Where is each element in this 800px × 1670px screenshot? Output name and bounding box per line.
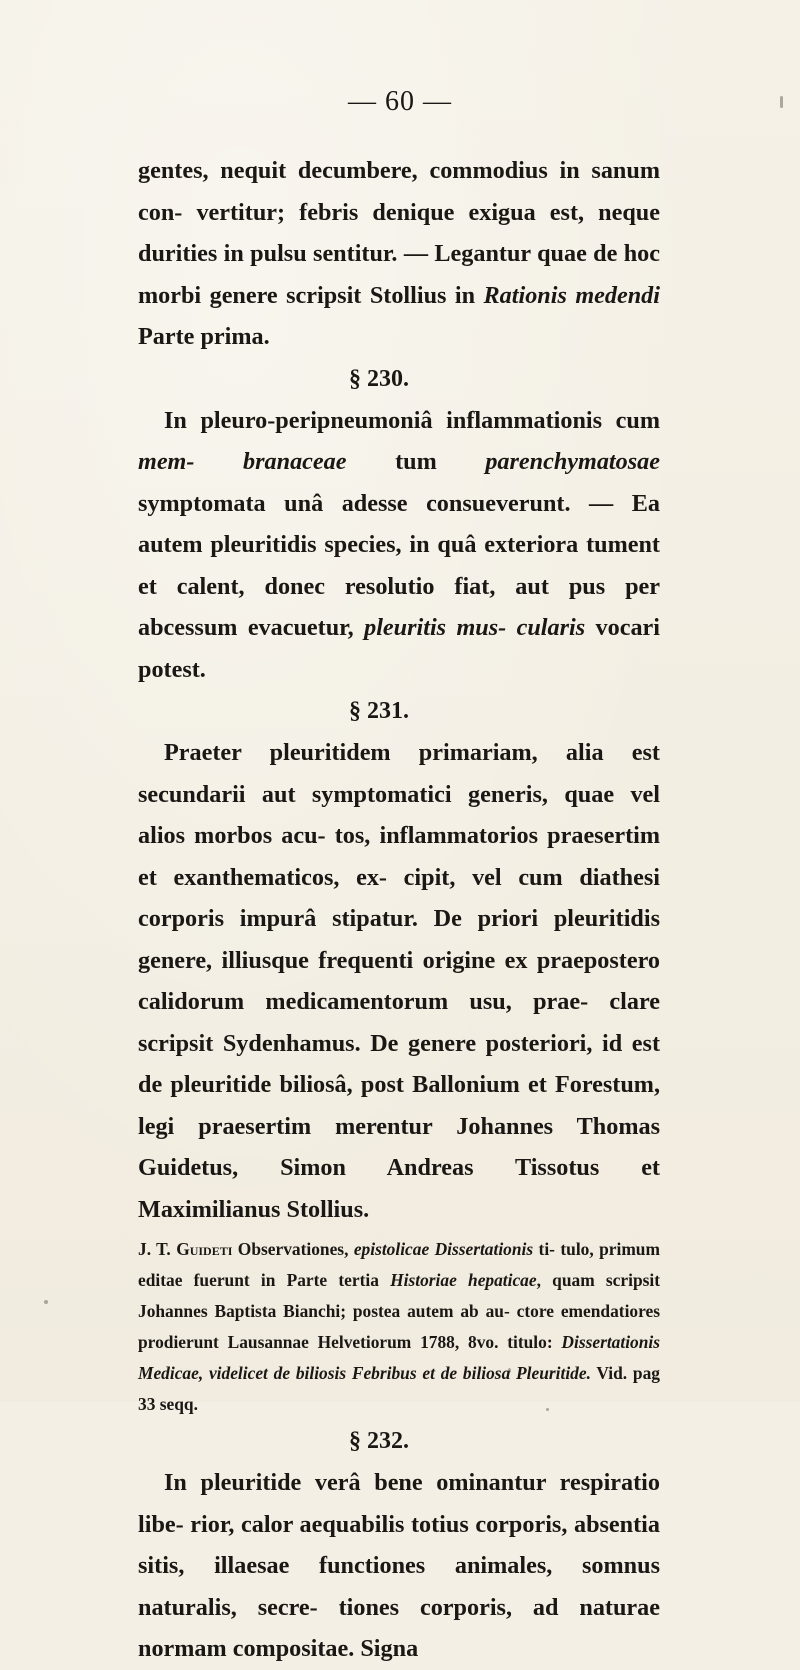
note-text: Observationes, — [232, 1239, 354, 1259]
italic-term: parenchymatosae — [485, 448, 660, 475]
paragraph-text: vocari potest. — [138, 614, 660, 683]
section-heading-230: § 230. — [349, 365, 409, 392]
italic-term: Dissertationis Medicae, videlicet de biliosis Febribus et de biliosa Pleuritide. — [138, 1332, 660, 1383]
italic-term: mem- branaceae — [138, 448, 347, 475]
italic-term: epistolicae Dissertationis — [353, 1239, 534, 1259]
section-heading-231: § 231. — [349, 698, 409, 724]
note-text: J. T. — [138, 1239, 177, 1259]
paper-speck — [44, 1300, 48, 1304]
page-body — [138, 150, 660, 1670]
paragraph-text: tum — [346, 448, 486, 475]
author-name: Guideti — [176, 1239, 233, 1259]
paragraph-text: Parte prima. — [138, 323, 270, 350]
paragraph-continuation — [138, 150, 660, 358]
footnote-guidetus — [138, 1234, 660, 1420]
note-text: Vid. pag 33 seqq. — [138, 1363, 660, 1414]
section-heading-232: § 232. — [349, 1428, 409, 1454]
note-text: ti- tulo, primum editae fuerunt in Parte tertia — [138, 1239, 660, 1290]
italic-term: Historiae hepaticae — [390, 1270, 537, 1290]
paragraph-230 — [138, 400, 660, 691]
page-number: — 60 — — [348, 86, 452, 117]
paragraph-232: In pleuritide verâ bene ominantur respiratio libe- rior, calor aequabilis totius corporis, absentia sitis, illaesae functiones animales, somnus naturalis, secre- tiones corporis, ad naturae normam compositae. Signa — [138, 1469, 660, 1662]
paper-speck — [508, 1368, 511, 1373]
paper-speck — [780, 96, 783, 108]
paper-speck — [546, 1408, 549, 1411]
italic-term: pleuritis mus- cularis — [364, 614, 586, 641]
paragraph-text: symptomata unâ adesse consueverunt. — Ea autem pleuritidis species, in quâ exteriora tument et calent, donec resolutio fiat, aut pus per abcessum evacuetur, — [138, 489, 660, 641]
paragraph-text: In pleuro-peripneumoniâ inflammationis cum — [164, 406, 660, 434]
work-title: Rationis medendi — [483, 281, 660, 309]
paragraph-text: gentes, nequit decumbere, commodius in sanum con- vertitur; febris denique exigua est, neque durities in pulsu sentitur. — Legantur quae de hoc morbi genere scripsit Stollius in — [138, 157, 660, 309]
paragraph-231: Praeter pleuritidem primariam, alia est secundarii aut symptomatici generis, quae vel alios morbos acu- tos, inflammatorios praesertim et exanthematicos, ex- cipit, vel cum diathesi corporis impurâ stipatur. De priori pleuritidis genere, illiusque frequenti origine ex praepostero calidorum medicamentorum usu, prae- clare scripsit Sydenhamus. De genere posteriori, id est de pleuritide biliosâ, post Ballonium et Forestum, legi praesertim merentur Johannes Thomas Guidetus, Simon Andreas Tissotus et Maximilianus Stollius. — [138, 739, 660, 1223]
note-text: , quam scripsit Johannes Baptista Bianchi; postea autem ab au- ctore emendatiores prodierunt Lausannae Helvetiorum 1788, 8vo. titulo: — [138, 1270, 661, 1352]
